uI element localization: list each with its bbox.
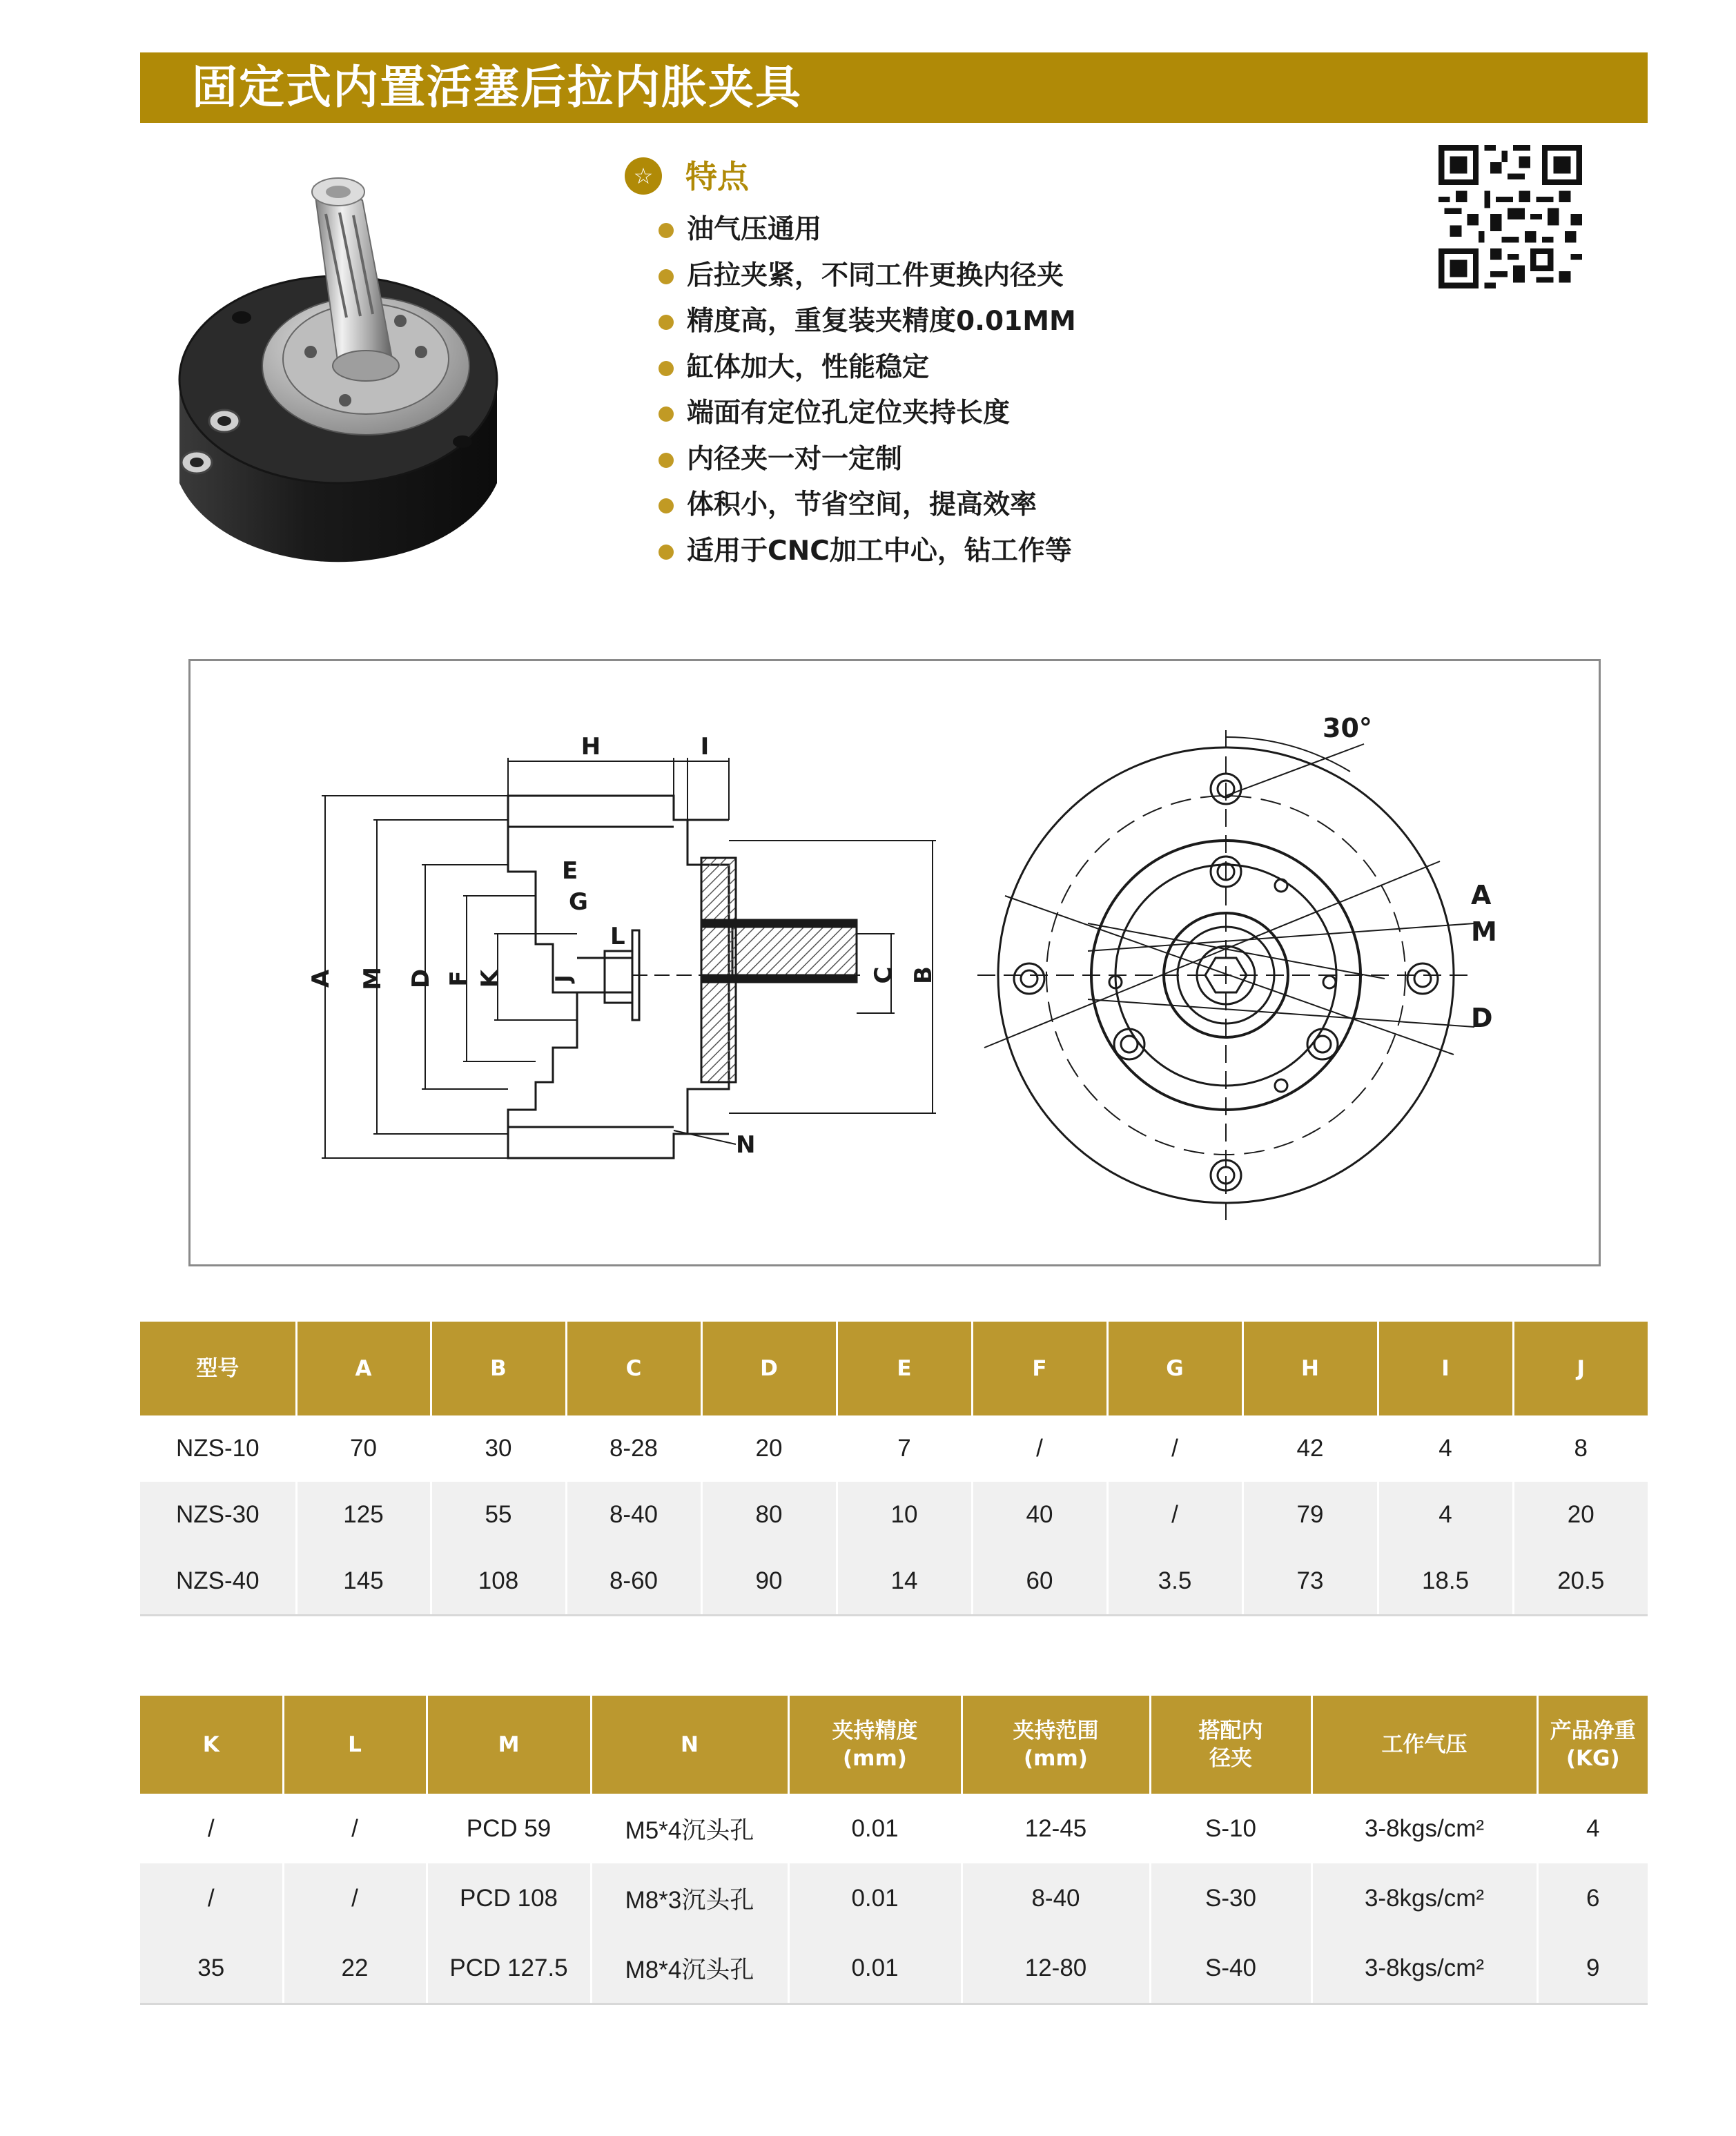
column-header: B — [431, 1322, 566, 1415]
table-cell: 3.5 — [1107, 1548, 1242, 1616]
column-header: H — [1242, 1322, 1378, 1415]
feature-item — [656, 207, 1076, 253]
table-cell: 35 — [140, 1933, 283, 2004]
table-cell: 4 — [1537, 1794, 1648, 1863]
header-line-1: K — [202, 1732, 220, 1757]
table-cell: 3-8kgs/cm² — [1311, 1794, 1537, 1863]
table-cell: 8-60 — [566, 1548, 701, 1616]
table-row — [140, 1415, 1648, 1482]
table-cell: 10 — [837, 1482, 972, 1548]
column-header: C — [566, 1322, 701, 1415]
table-cell: 108 — [431, 1548, 566, 1616]
feature-item — [656, 437, 1076, 483]
column-header — [1537, 1696, 1648, 1794]
feature-text: 精度高，重复装夹精度0.01MM — [687, 306, 1076, 337]
label-front-A: A — [1471, 880, 1492, 910]
table-cell: 12-80 — [962, 1933, 1150, 2004]
header-line-1: 搭配内 — [1198, 1718, 1263, 1743]
table-cell: M5*4沉头孔 — [591, 1794, 788, 1863]
header-line-2: (KG) — [1566, 1746, 1620, 1771]
header-line-1: N — [681, 1732, 699, 1757]
table-cell: 0.01 — [788, 1863, 962, 1933]
column-header: J — [1513, 1322, 1648, 1415]
table-header-row — [140, 1696, 1648, 1794]
bullet-icon — [659, 361, 674, 376]
column-header — [962, 1696, 1150, 1794]
table-row — [140, 1794, 1648, 1863]
table-header-row — [140, 1322, 1648, 1415]
label-D: D — [407, 968, 435, 989]
technical-drawing — [188, 659, 1601, 1266]
column-header: G — [1107, 1322, 1242, 1415]
feature-text: 端面有定位孔定位夹持长度 — [687, 398, 1011, 429]
column-header — [427, 1696, 591, 1794]
table-cell: NZS-10 — [140, 1415, 296, 1482]
table-row — [140, 1482, 1648, 1548]
column-header — [283, 1696, 427, 1794]
table-cell: 22 — [283, 1933, 427, 2004]
table-cell: 4 — [1378, 1482, 1513, 1548]
column-header — [788, 1696, 962, 1794]
header-line-2: (mm) — [1024, 1746, 1088, 1771]
label-K: K — [476, 969, 504, 988]
label-A: A — [307, 969, 335, 988]
table-cell: M8*4沉头孔 — [591, 1933, 788, 2004]
table-cell: 42 — [1242, 1415, 1378, 1482]
table-cell: / — [972, 1415, 1107, 1482]
feature-text: 适用于CNC加工中心，钻工作等 — [687, 535, 1072, 567]
table-cell: 20 — [1513, 1482, 1648, 1548]
table-cell: 125 — [296, 1482, 431, 1548]
feature-text: 缸体加大，性能稳定 — [687, 351, 930, 383]
bullet-icon — [659, 453, 674, 468]
table-cell: 8-40 — [962, 1863, 1150, 1933]
feature-text: 体积小，节省空间，提高效率 — [687, 489, 1037, 520]
header-line-1: 产品净重 — [1550, 1718, 1636, 1743]
table-cell: 0.01 — [788, 1933, 962, 2004]
column-header: 型号 — [140, 1322, 296, 1415]
bullet-icon — [659, 545, 674, 560]
table-cell: / — [1107, 1482, 1242, 1548]
table-cell: 8-28 — [566, 1415, 701, 1482]
spec-table-2 — [140, 1696, 1648, 2005]
table-cell: 8 — [1513, 1415, 1648, 1482]
table-cell: 40 — [972, 1482, 1107, 1548]
table-cell: 0.01 — [788, 1794, 962, 1863]
star-icon: ☆ — [625, 157, 662, 195]
table-cell: 60 — [972, 1548, 1107, 1616]
features-list — [656, 207, 1076, 574]
table-cell: 55 — [431, 1482, 566, 1548]
header-line-1: L — [348, 1732, 362, 1757]
bullet-icon — [659, 406, 674, 422]
features-title: 特点 — [685, 158, 749, 195]
table-cell: 20 — [701, 1415, 837, 1482]
table-cell: / — [283, 1794, 427, 1863]
label-G: G — [569, 888, 588, 916]
qr-code[interactable] — [1438, 145, 1582, 288]
table-cell: 12-45 — [962, 1794, 1150, 1863]
header-line-1: M — [498, 1732, 520, 1757]
table-cell: NZS-40 — [140, 1548, 296, 1616]
table-cell: M8*3沉头孔 — [591, 1863, 788, 1933]
feature-item — [656, 391, 1076, 437]
table-cell: PCD 59 — [427, 1794, 591, 1863]
title-bar — [140, 52, 1648, 123]
table-cell: 79 — [1242, 1482, 1378, 1548]
table-cell: 18.5 — [1378, 1548, 1513, 1616]
label-J: J — [552, 974, 576, 983]
table-cell: 3-8kgs/cm² — [1311, 1933, 1537, 2004]
header-line-2: 径夹 — [1209, 1746, 1252, 1771]
table-cell: / — [140, 1863, 283, 1933]
bullet-icon — [659, 269, 674, 284]
table-cell: 20.5 — [1513, 1548, 1648, 1616]
table-cell: / — [1107, 1415, 1242, 1482]
table-cell: 90 — [701, 1548, 837, 1616]
bullet-icon — [659, 223, 674, 238]
column-header: D — [701, 1322, 837, 1415]
column-header — [591, 1696, 788, 1794]
spec-table-1 — [140, 1322, 1648, 1616]
table-cell: 73 — [1242, 1548, 1378, 1616]
column-header — [140, 1696, 283, 1794]
header-line-2: (mm) — [843, 1746, 907, 1771]
column-header: F — [972, 1322, 1107, 1415]
table-cell: / — [140, 1794, 283, 1863]
header-line-1: 夹持精度 — [832, 1718, 918, 1743]
table-cell: 9 — [1537, 1933, 1648, 2004]
page-title: 固定式内置活塞后拉内胀夹具 — [192, 61, 802, 114]
label-C: C — [870, 966, 897, 984]
label-M: M — [359, 967, 387, 990]
product-image — [166, 159, 525, 600]
label-F: F — [445, 970, 473, 987]
label-B: B — [910, 966, 937, 984]
table-cell: PCD 127.5 — [427, 1933, 591, 2004]
feature-text: 后拉夹紧，不同工件更换内径夹 — [687, 259, 1064, 291]
bullet-icon — [659, 498, 674, 513]
feature-item — [656, 482, 1076, 529]
table-row — [140, 1548, 1648, 1616]
label-L: L — [610, 923, 625, 950]
column-header: E — [837, 1322, 972, 1415]
label-front-D: D — [1471, 1003, 1493, 1033]
table-row — [140, 1863, 1648, 1933]
feature-item — [656, 299, 1076, 345]
bullet-icon — [659, 315, 674, 330]
table-cell: 3-8kgs/cm² — [1311, 1863, 1537, 1933]
label-H: H — [581, 733, 601, 761]
feature-item — [656, 529, 1076, 575]
column-header — [1311, 1696, 1537, 1794]
table-cell: S-10 — [1150, 1794, 1311, 1863]
feature-item — [656, 345, 1076, 391]
feature-text: 油气压通用 — [687, 214, 822, 245]
label-N: N — [736, 1131, 756, 1159]
label-E: E — [562, 857, 578, 885]
label-front-M: M — [1471, 917, 1497, 947]
label-I: I — [700, 733, 710, 761]
header-line-1: 夹持范围 — [1013, 1718, 1099, 1743]
column-header — [1150, 1696, 1311, 1794]
drawing-svg — [191, 661, 1599, 1264]
table-cell: 4 — [1378, 1415, 1513, 1482]
header-line-1: 工作气压 — [1381, 1732, 1467, 1757]
table-cell: 14 — [837, 1548, 972, 1616]
table-cell: 6 — [1537, 1863, 1648, 1933]
column-header: I — [1378, 1322, 1513, 1415]
table-cell: S-30 — [1150, 1863, 1311, 1933]
feature-item — [656, 253, 1076, 300]
label-angle: 30° — [1323, 713, 1372, 743]
table-row — [140, 1933, 1648, 2004]
table-cell: PCD 108 — [427, 1863, 591, 1933]
table-cell: 7 — [837, 1415, 972, 1482]
table-cell: S-40 — [1150, 1933, 1311, 2004]
feature-text: 内径夹一对一定制 — [687, 443, 903, 475]
table-cell: 30 — [431, 1415, 566, 1482]
table-cell: / — [283, 1863, 427, 1933]
column-header: A — [296, 1322, 431, 1415]
table-cell: 80 — [701, 1482, 837, 1548]
table-cell: 70 — [296, 1415, 431, 1482]
table-cell: 145 — [296, 1548, 431, 1616]
table-cell: 8-40 — [566, 1482, 701, 1548]
table-cell: NZS-30 — [140, 1482, 296, 1548]
